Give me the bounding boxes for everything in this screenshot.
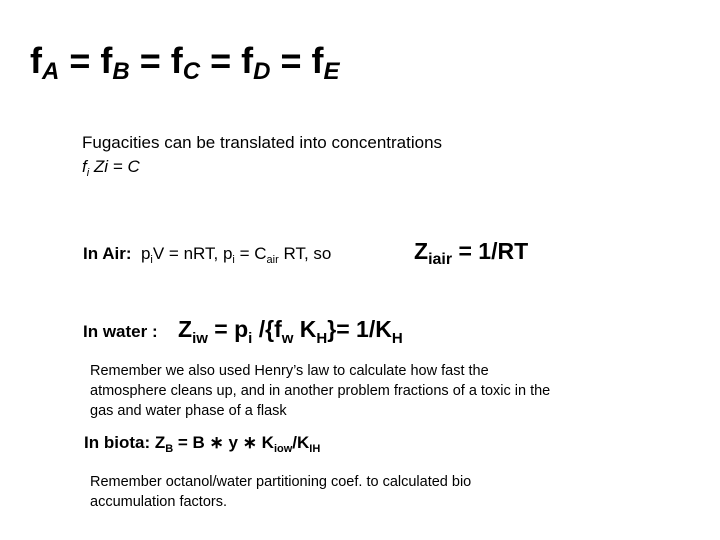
sub-i: i bbox=[86, 167, 90, 179]
biota-equation bbox=[84, 433, 320, 455]
sub-b: B bbox=[165, 443, 174, 455]
sub-iair: iair bbox=[428, 251, 453, 268]
henry-note: Remember we also used Henry’s law to calculate how fast the atmosphere cleans up, and in another problem fractions of a toxic in the gas and water phase of a flask bbox=[90, 363, 551, 419]
air-z-rest: = 1/RT bbox=[452, 238, 529, 264]
sub-e: E bbox=[323, 58, 340, 85]
sub-w: w bbox=[281, 330, 294, 347]
equals: = bbox=[129, 40, 171, 81]
equals: = bbox=[59, 40, 101, 81]
f-letter: f bbox=[82, 157, 87, 176]
z-letter: Z bbox=[154, 433, 166, 452]
sub-h: H bbox=[391, 330, 403, 347]
air-equation bbox=[83, 244, 331, 266]
water-equation bbox=[178, 316, 403, 347]
intro-line-1: Fugacities can be translated into concentrations bbox=[82, 133, 443, 152]
water-eq-part: }= 1/K bbox=[327, 316, 392, 342]
f-letter: f bbox=[241, 40, 254, 81]
sub-iow: iow bbox=[273, 443, 293, 455]
f-letter: f bbox=[100, 40, 113, 81]
water-eq-part: /{f bbox=[252, 316, 282, 342]
biota-eq-part-2: /K bbox=[292, 433, 310, 452]
intro-eq-rest: Zi = C bbox=[89, 157, 140, 176]
sub-iw: iw bbox=[192, 330, 208, 347]
sub-i: i bbox=[248, 330, 253, 347]
sub-i: i bbox=[150, 254, 153, 266]
air-eq-part-3: RT, so bbox=[278, 244, 332, 263]
f-letter: f bbox=[311, 40, 324, 81]
biota-label: In biota: bbox=[84, 433, 151, 452]
air-z-equation bbox=[414, 238, 528, 269]
intro-line-2 bbox=[82, 157, 140, 179]
sub-ih: IH bbox=[309, 443, 321, 455]
sub-d: D bbox=[253, 58, 271, 85]
sub-air: air bbox=[266, 254, 279, 266]
air-label: In Air: bbox=[83, 244, 132, 263]
sub-c: C bbox=[182, 58, 201, 85]
air-eq-part-1: V = nRT, p bbox=[152, 244, 233, 263]
z-letter: Z bbox=[414, 238, 429, 264]
octanol-note: Remember octanol/water partitioning coef. to calculated bio accumulation factors. bbox=[90, 474, 472, 510]
water-eq-part: K bbox=[293, 316, 317, 342]
equals: = bbox=[270, 40, 312, 81]
sub-h: H bbox=[316, 330, 328, 347]
equals: = bbox=[200, 40, 242, 81]
z-letter: Z bbox=[178, 316, 193, 342]
p-letter: p bbox=[140, 244, 151, 263]
f-letter: f bbox=[170, 40, 183, 81]
biota-eq-part-1: = B ∗ y ∗ K bbox=[173, 433, 274, 452]
f-letter: f bbox=[30, 40, 42, 81]
sub-i: i bbox=[232, 254, 235, 266]
sub-a: A bbox=[42, 58, 60, 85]
air-eq-part-2: = C bbox=[234, 244, 267, 263]
water-eq-part: = p bbox=[207, 316, 249, 342]
sub-b: B bbox=[112, 58, 130, 85]
main-equation bbox=[30, 40, 340, 86]
water-label: In water : bbox=[83, 322, 158, 341]
